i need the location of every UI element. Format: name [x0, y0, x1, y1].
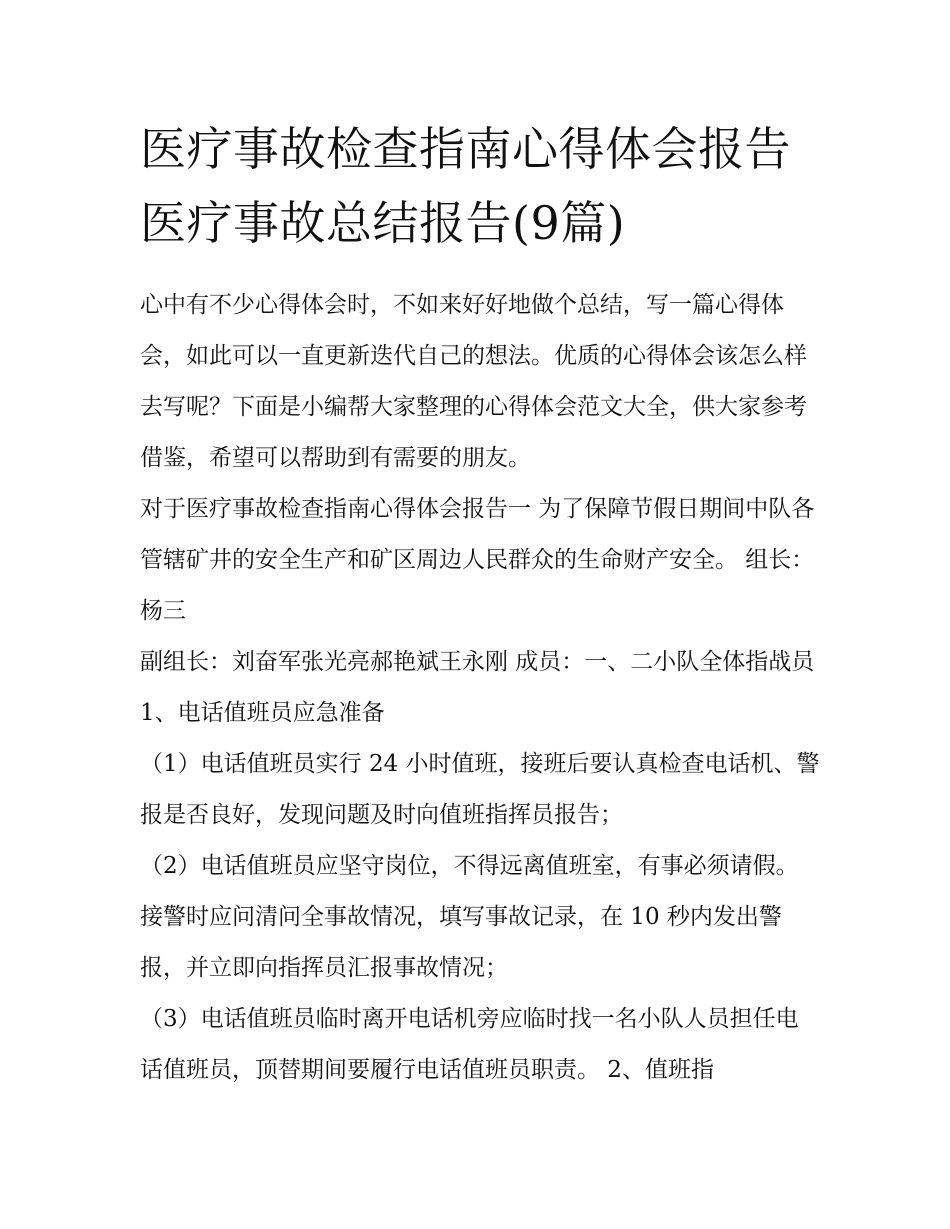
paragraph-item-2: （2）电话值班员应坚守岗位，不得远离值班室，有事必须请假。接警时应问清问全事故情况，填写事故记录，在 10 秒内发出警报，并立即向指挥员汇报事故情况； [140, 853, 799, 981]
paragraph-item-1: （1）电话值班员实行 24 小时值班，接班后要认真检查电话机、警报是否良好，发现问题及时向值班指挥员报告； [140, 751, 820, 828]
paragraph-team-members: 副组长：刘奋军张光亮郝艳斌王永刚 成员：一、二小队全体指战员 1、电话值班员应急准备 [140, 649, 815, 726]
document-body [140, 280, 820, 1096]
paragraph-section-one: 对于医疗事故检查指南心得体会报告一 为了保障节假日期间中队各管辖矿井的安全生产和矿区周边人民群众的生命财产安全。 组长：杨三 [140, 496, 815, 624]
document-title: 医疗事故检查指南心得体会报告 医疗事故总结报告(9篇) [140, 122, 791, 250]
paragraph-intro: 心中有不少心得体会时，不如来好好地做个总结，写一篇心得体会，如此可以一直更新迭代自己的想法。优质的心得体会该怎么样去写呢？下面是小编帮大家整理的心得体会范文大全，供大家参考借鉴，希望可以帮助到有需要的朋友。 [140, 292, 807, 471]
paragraph-item-3: （3）电话值班员临时离开电话机旁应临时找一名小队人员担任电话值班员，顶替期间要履行电话值班员职责。 2、值班指 [140, 1006, 799, 1083]
